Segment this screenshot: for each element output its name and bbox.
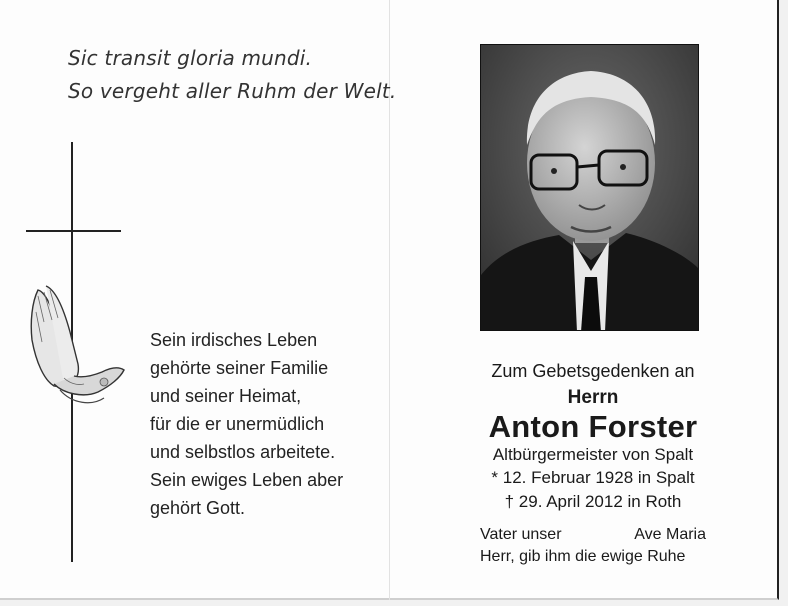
poem-line: und seiner Heimat, [150, 386, 302, 406]
prayer-eternal-rest: Herr, gib ihm die ewige Ruhe [480, 548, 686, 565]
praying-hands-icon [24, 282, 128, 410]
death-date: † 29. April 2012 in Roth [504, 492, 682, 511]
prayers-row [480, 524, 706, 546]
quote-block [68, 42, 397, 108]
prayer-ave-maria: Ave Maria [634, 526, 706, 543]
poem-line: Sein ewiges Leben aber [150, 470, 344, 490]
poem-line: Sein irdisches Leben [150, 330, 318, 350]
deceased-title: Altbürgermeister von Spalt [492, 445, 694, 464]
poem-block [150, 326, 343, 522]
portrait-image [481, 45, 699, 331]
quote-german: So vergeht aller Ruhm der Welt. [68, 79, 397, 103]
quote-latin: Sic transit gloria mundi. [68, 46, 313, 70]
poem-line: und selbstlos arbeitete. [150, 442, 336, 462]
poem-line: gehörte seiner Familie [150, 358, 329, 378]
prayers-block [480, 524, 706, 568]
prayer-vater-unser: Vater unser [480, 526, 562, 543]
portrait-photo [480, 44, 699, 331]
poem-line: für die er unermüdlich [150, 414, 325, 434]
poem-line: gehört Gott. [150, 498, 246, 518]
cross-bar [26, 230, 121, 232]
memorial-intro: Zum Gebetsgedenken an [491, 361, 695, 381]
deceased-name: Anton Forster [488, 409, 698, 444]
memorial-text [470, 358, 716, 514]
birth-date: * 12. Februar 1928 in Spalt [491, 468, 695, 487]
memorial-salutation: Herrn [567, 387, 619, 408]
